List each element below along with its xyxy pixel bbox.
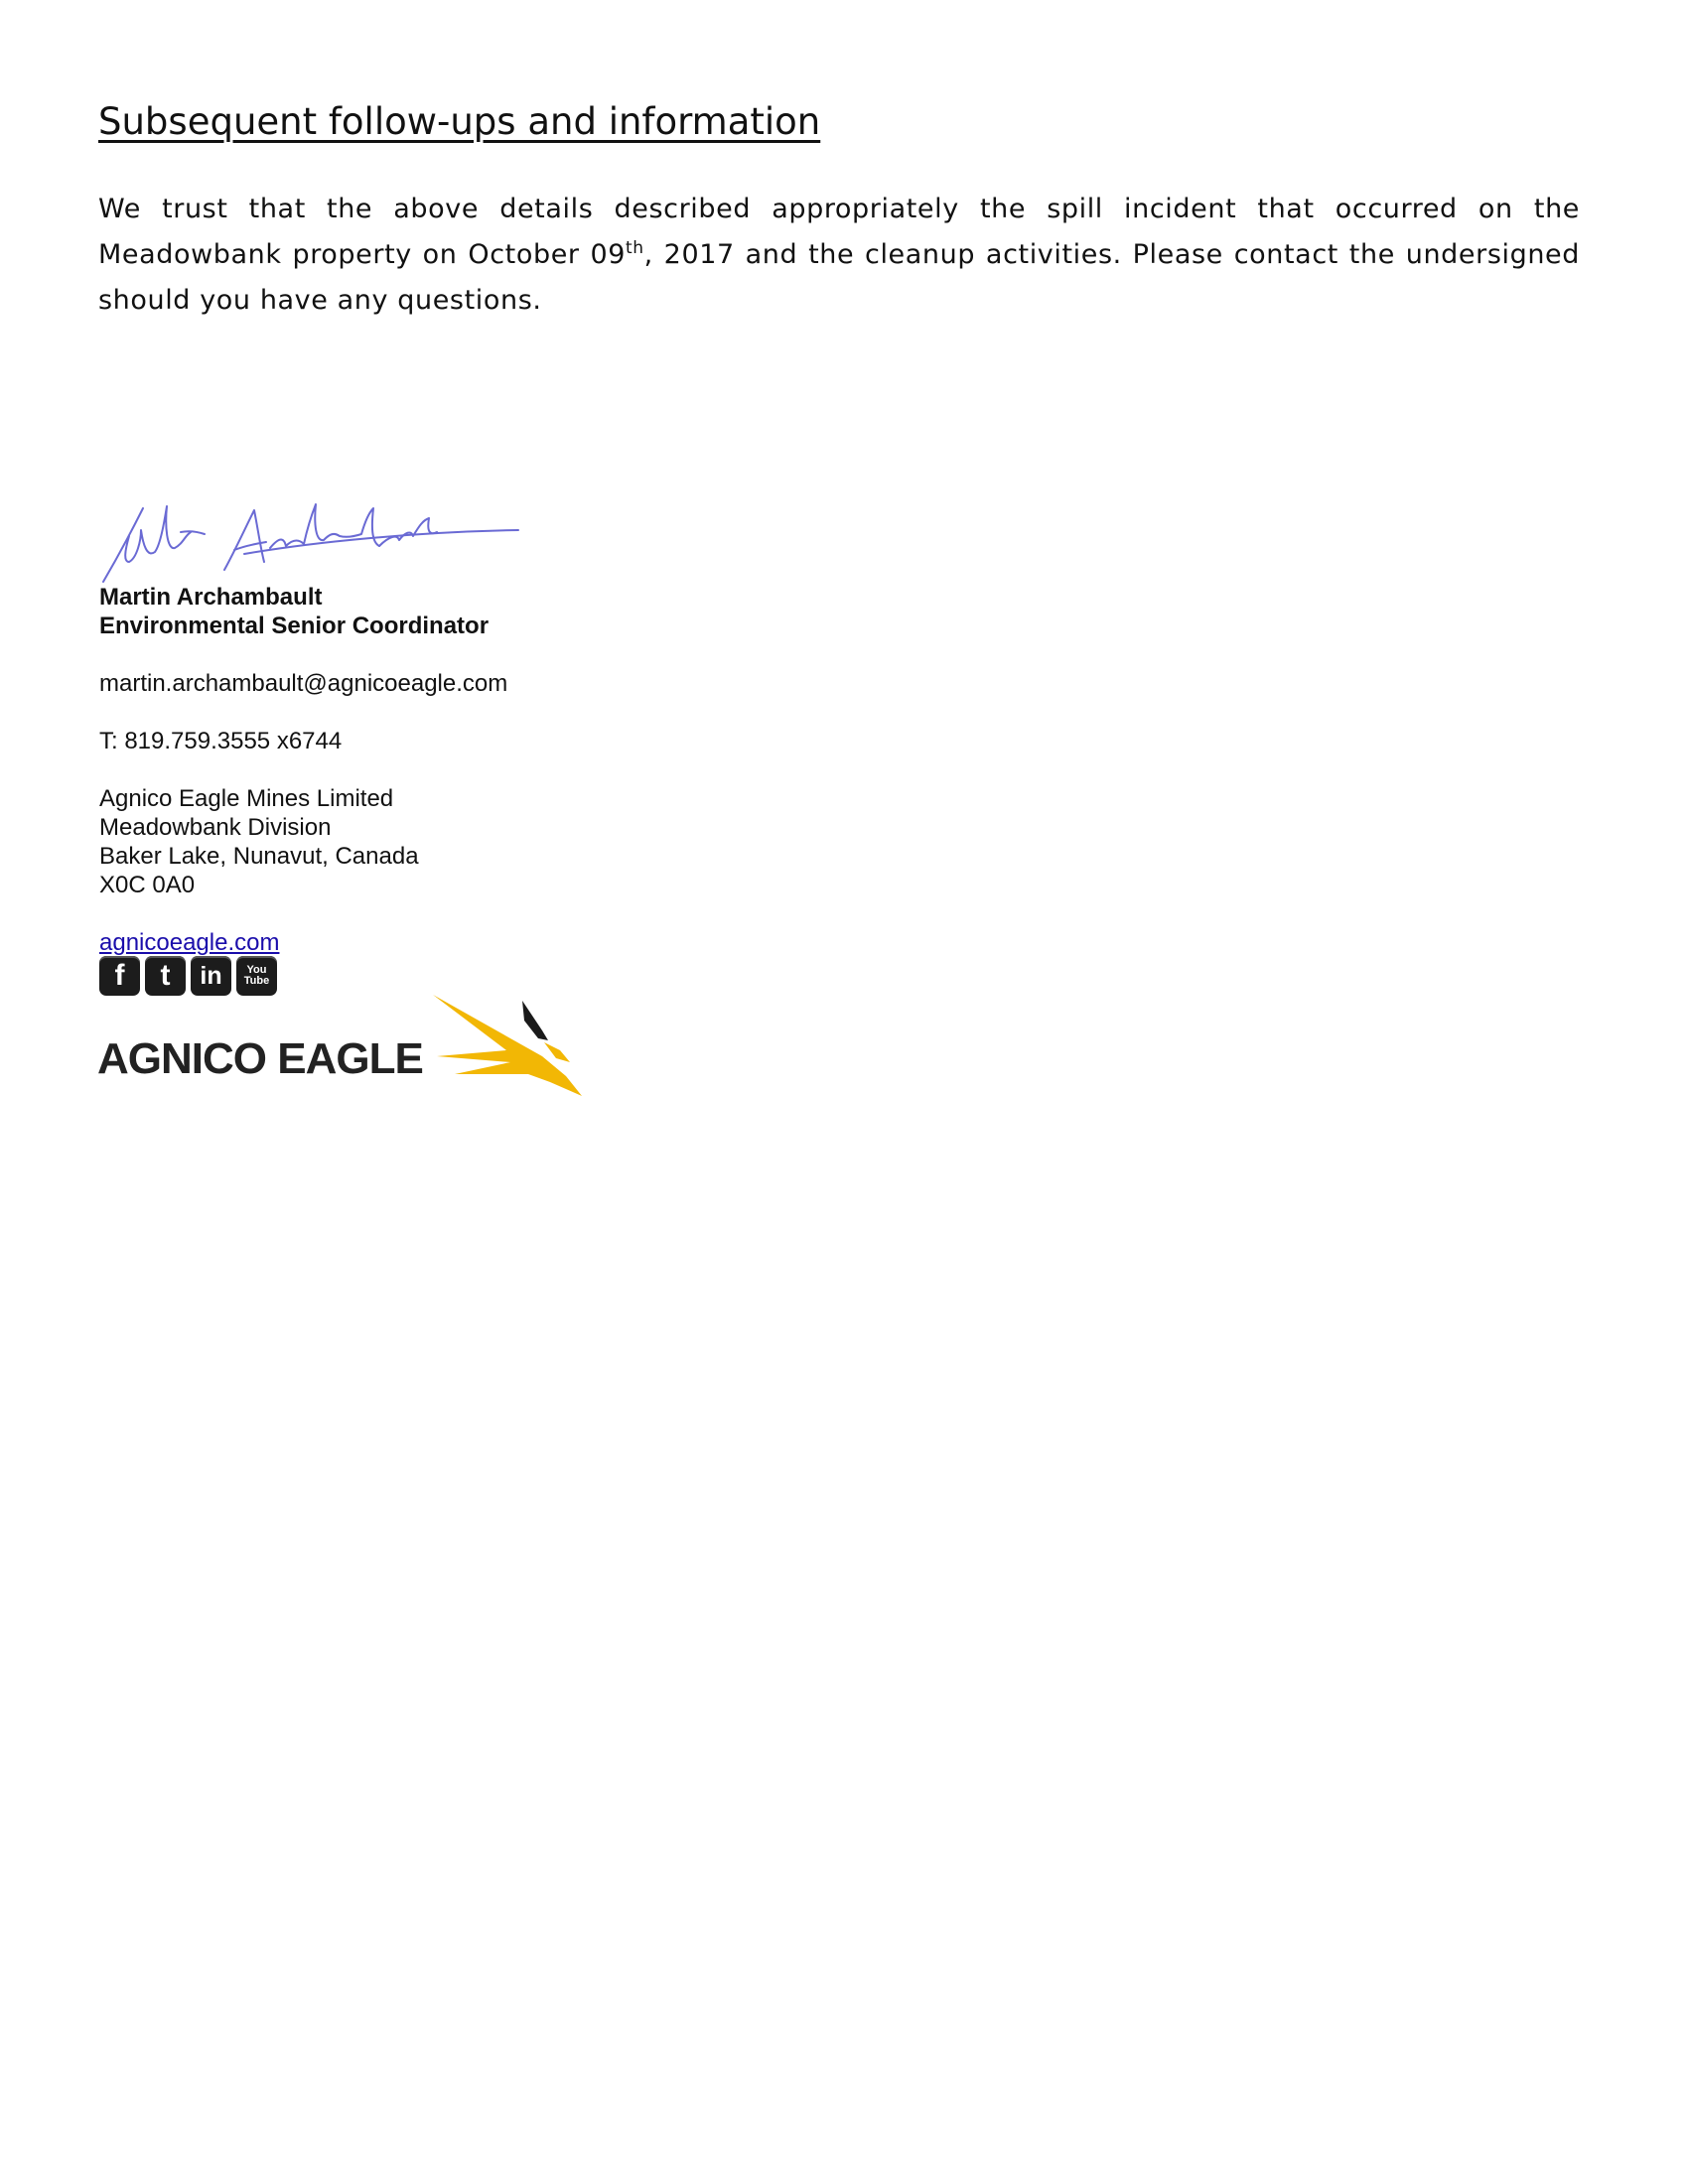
logo-wordmark: AGNICO EAGLE xyxy=(97,1034,423,1083)
youtube-icon-bottom: Tube xyxy=(243,975,270,987)
signer-phone: T: 819.759.3555 x6744 xyxy=(99,728,343,754)
twitter-icon[interactable]: t xyxy=(145,956,186,996)
address-division: Meadowbank Division xyxy=(99,814,332,841)
youtube-icon-top: You xyxy=(246,964,267,976)
body-paragraph xyxy=(98,187,1580,324)
paragraph-text-start: We trust that the above details described appropriately the spill incident that occurred on the Meadowbank property on October 09 xyxy=(98,194,1580,270)
signer-email[interactable]: martin.archambault@agnicoeagle.com xyxy=(99,670,508,697)
agnico-eagle-logo xyxy=(97,993,594,1102)
signer-title: Environmental Senior Coordinator xyxy=(99,613,490,639)
signature-block xyxy=(99,583,507,957)
youtube-icon[interactable] xyxy=(236,956,277,996)
linkedin-icon[interactable]: in xyxy=(191,956,231,996)
ordinal-superscript: th xyxy=(626,238,644,258)
social-icons xyxy=(99,956,277,996)
handwritten-signature xyxy=(95,496,522,588)
section-heading: Subsequent follow-ups and information xyxy=(98,100,821,143)
address-postal-code: X0C 0A0 xyxy=(99,872,196,898)
paragraph-text-end: , 2017 and the cleanup activities. Please contact the undersigned should you have any questions. xyxy=(98,239,1580,316)
address-company: Agnico Eagle Mines Limited xyxy=(99,785,394,812)
website-link[interactable]: agnicoeagle.com xyxy=(99,929,280,956)
address-city: Baker Lake, Nunavut, Canada xyxy=(99,843,419,870)
facebook-icon[interactable]: f xyxy=(99,956,140,996)
eagle-icon xyxy=(433,993,592,1102)
signer-name: Martin Archambault xyxy=(99,584,323,611)
